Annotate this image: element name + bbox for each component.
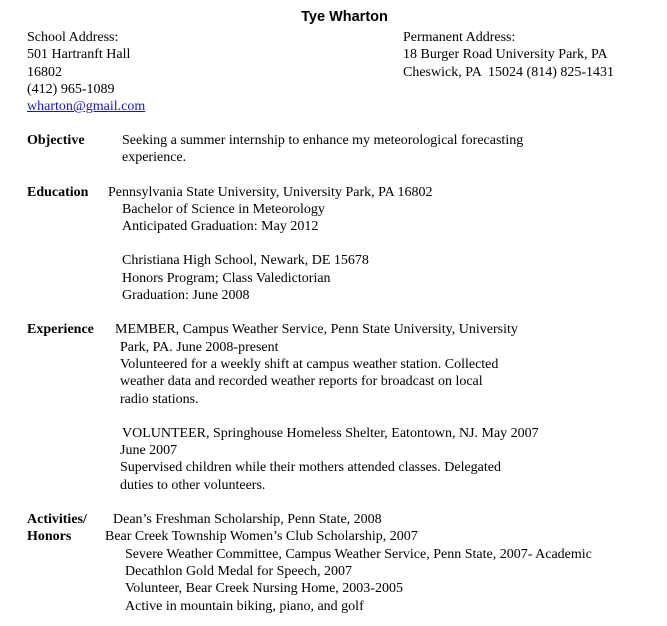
email-link[interactable]: wharton@gmail.com — [27, 99, 146, 115]
experience-line: VOLUNTEER, Springhouse Homeless Shelter, Eatontown, NJ. May 2007 — [122, 425, 539, 441]
experience-line: Volunteered for a weekly shift at campus weather station. Collected — [120, 356, 499, 372]
section-activities-honors — [0, 511, 667, 615]
experience-line: Park, PA. June 2008-present — [120, 339, 279, 355]
objective-label: Objective — [27, 133, 85, 148]
section-experience — [0, 321, 667, 494]
education-line: Bachelor of Science in Meteorology — [122, 201, 325, 217]
address-header — [0, 29, 667, 115]
school-address-block — [27, 29, 145, 115]
activities-label: Activities/ — [27, 512, 87, 528]
experience-label: Experience — [27, 322, 94, 338]
permanent-address-label: Permanent Address: — [403, 30, 516, 45]
education-line: Christiana High School, Newark, DE 15678 — [122, 253, 369, 269]
education-line: Pennsylvania State University, University Park, PA 16802 — [108, 184, 433, 200]
activities-line: Volunteer, Bear Creek Nursing Home, 2003-2005 — [125, 581, 403, 597]
experience-line: June 2007 — [120, 443, 178, 459]
section-objective — [0, 132, 667, 167]
objective-line: Seeking a summer internship to enhance my meteorological forecasting — [122, 133, 524, 148]
education-line: Graduation: June 2008 — [122, 288, 250, 304]
activities-line: Bear Creek Township Women’s Club Scholarship, 2007 — [105, 529, 418, 545]
activities-line: Decathlon Gold Medal for Speech, 2007 — [125, 563, 353, 579]
experience-line: duties to other volunteers. — [120, 477, 266, 493]
experience-line: Supervised children while their mothers attended classes. Delegated — [120, 460, 501, 476]
activities-line: Severe Weather Committee, Campus Weather Service, Penn State, 2007- Academic — [125, 546, 592, 562]
activities-line: Active in mountain biking, piano, and golf — [125, 598, 364, 614]
honors-label: Honors — [27, 529, 72, 545]
section-education — [0, 184, 667, 305]
education-line: Honors Program; Class Valedictorian — [122, 270, 331, 286]
experience-line: radio stations. — [120, 391, 199, 407]
permanent-address-line: 18 Burger Road University Park, PA — [403, 47, 608, 63]
school-address-line: 16802 — [27, 64, 62, 80]
permanent-address-block — [403, 29, 614, 81]
school-phone: (412) 965-1089 — [27, 81, 115, 97]
school-address-label: School Address: — [27, 30, 119, 45]
school-address-line: 501 Hartranft Hall — [27, 47, 131, 63]
experience-line: MEMBER, Campus Weather Service, Penn State University, University — [115, 322, 518, 338]
education-line: Anticipated Graduation: May 2012 — [122, 219, 319, 235]
page-title: Tye Wharton — [301, 9, 388, 25]
email-row — [27, 98, 145, 115]
activities-line: Dean’s Freshman Scholarship, Penn State, 2008 — [113, 512, 382, 528]
permanent-address-line: Cheswick, PA 15024 (814) 825-1431 — [403, 64, 615, 80]
education-label: Education — [27, 184, 89, 200]
objective-line: experience. — [122, 150, 187, 166]
experience-line: weather data and recorded weather reports for broadcast on local — [120, 374, 483, 390]
